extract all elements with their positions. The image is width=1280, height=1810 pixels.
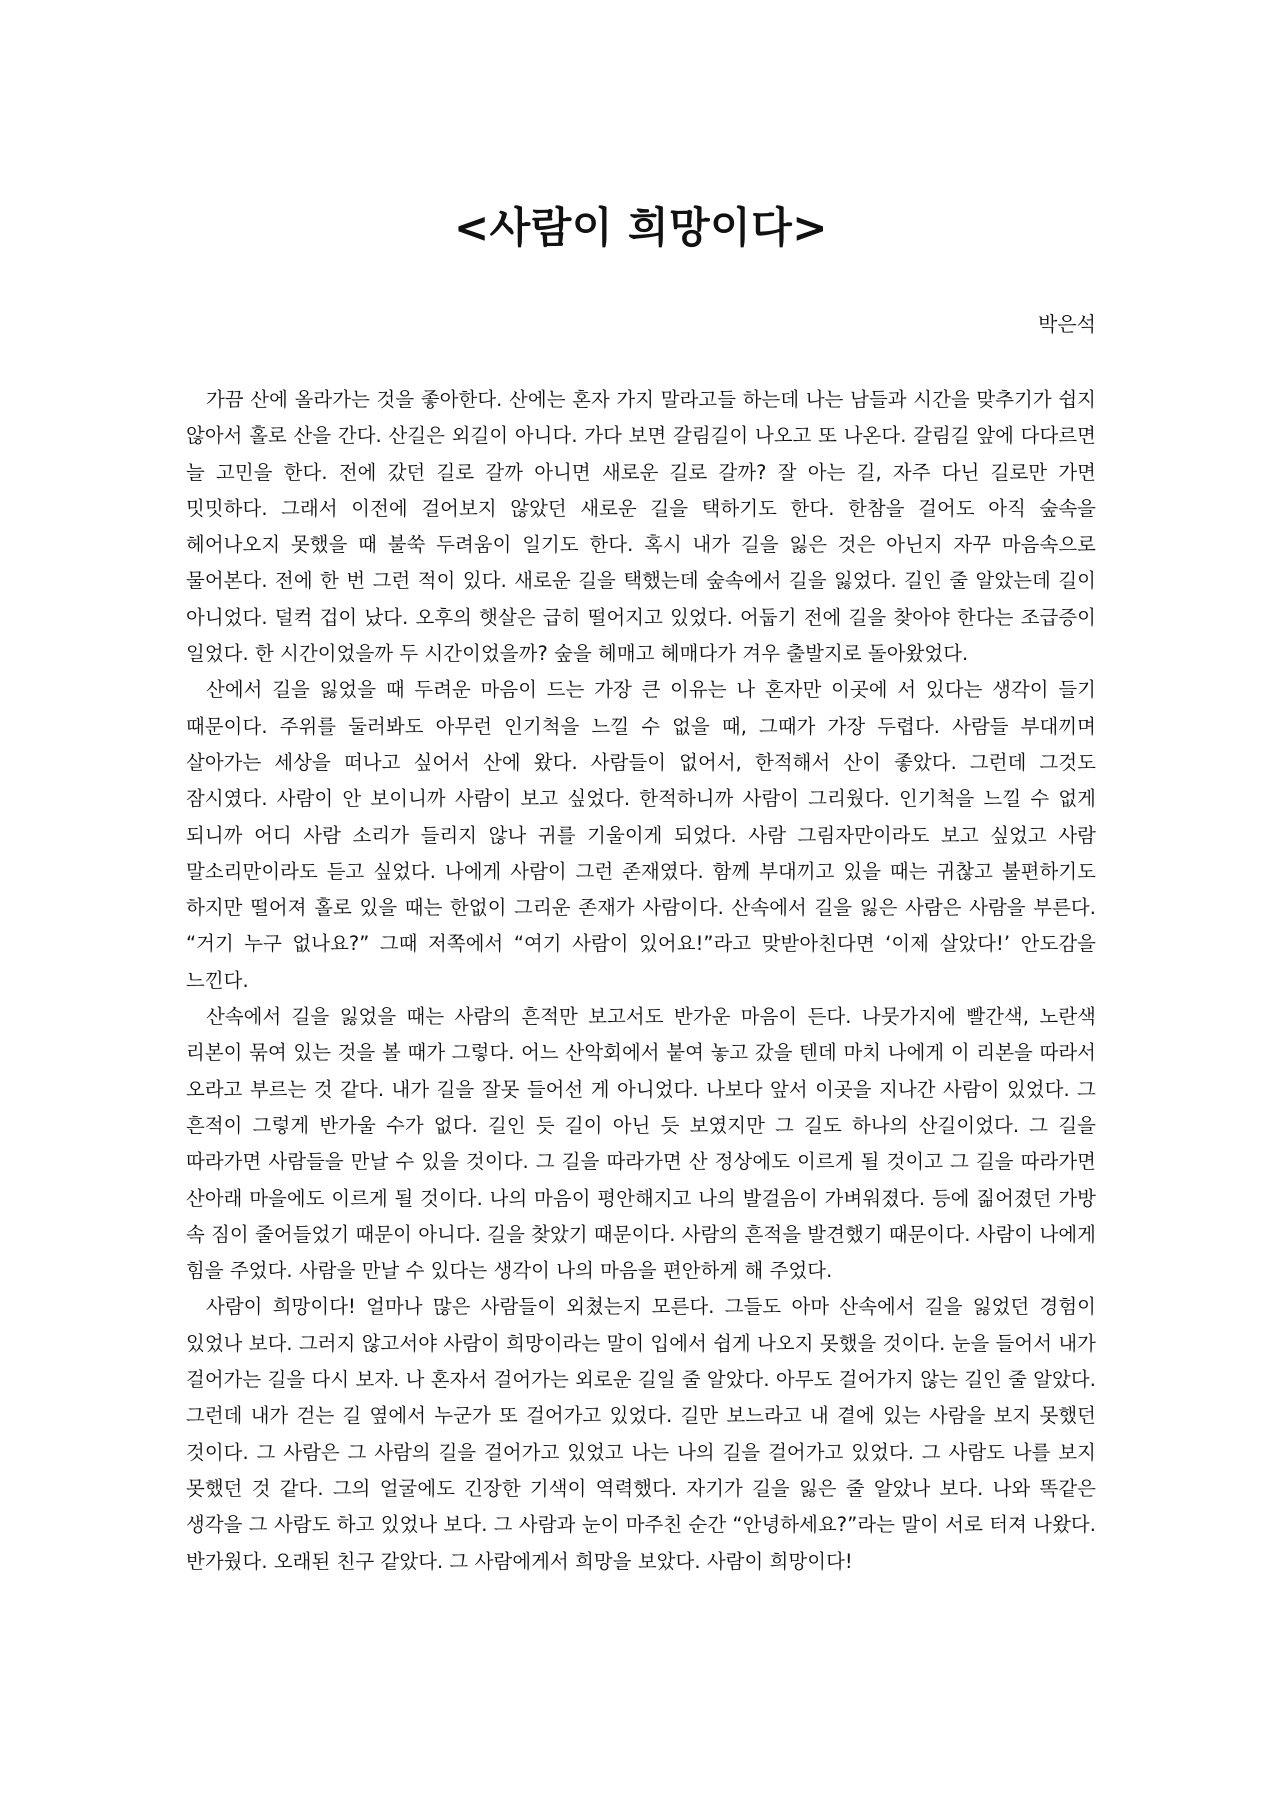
- paragraph: 사람이 희망이다! 얼마나 많은 사람들이 외쳤는지 모른다. 그들도 아마 산속에서 길을 잃었던 경험이 있었나 보다. 그러지 않고서야 사람이 희망이라는 말이 입에서 쉽게 나오지 못했을 것이다. 눈을 들어서 내가 걸어가는 길을 다시 보자. 나 혼자서 걸어가는 외로운 길일 줄 알았다. 아무도 걸어가지 않는 길인 줄 알았다. 그런데 내가 걷는 길 옆에서 누군가 또 걸어가고 있었다. 길만 보느라고 내 곁에 있는 사람을 보지 못했던 것이다. 그 사람은 그 사람의 길을 걸어가고 있었고 나는 나의 길을 걸어가고 있었다. 그 사람도 나를 보지 못했던 것 같다. 그의 얼굴에도 긴장한 기색이 역력했다. 자기가 길을 잃은 줄 알았나 보다. 나와 똑같은 생각을 그 사람도 하고 있었나 보다. 그 사람과 눈이 마주친 순간 “안녕하세요?”라는 말이 서로 터져 나왔다. 반가웠다. 오래된 친구 같았다. 그 사람에게서 희망을 보았다. 사람이 희망이다!: [186, 1295, 1096, 1573]
- document-page: [186, 0, 1096, 1810]
- paragraph: 가끔 산에 올라가는 것을 좋아한다. 산에는 혼자 가지 말라고들 하는데 나는 남들과 시간을 맞추기가 쉽지 않아서 홀로 산을 간다. 산길은 외길이 아니다. 가다 보면 갈림길이 나오고 또 나온다. 갈림길 앞에 다다르면 늘 고민을 한다. 전에 갔던 길로 갈까 아니면 새로운 길로 갈까? 잘 아는 길, 자주 다닌 길로만 가면 밋밋하다. 그래서 이전에 걸어보지 않았던 새로운 길을 택하기도 한다. 한참을 걸어도 아직 숲속을 헤어나오지 못했을 때 불쑥 두려움이 일기도 한다. 혹시 내가 길을 잃은 것은 아닌지 자꾸 마음속으로 물어본다. 전에 한 번 그런 적이 있다. 새로운 길을 택했는데 숲속에서 길을 잃었다. 길인 줄 알았는데 길이 아니었다. 덜컥 겁이 났다. 오후의 햇살은 급히 떨어지고 있었다. 어둡기 전에 길을 찾아야 한다는 조급증이 일었다. 한 시간이었을까 두 시간이었을까? 숲을 헤매고 헤매다가 겨우 출발지로 돌아왔었다.: [186, 388, 1096, 666]
- essay-body: [186, 382, 1096, 1580]
- paragraph: 산속에서 길을 잃었을 때는 사람의 흔적만 보고서도 반가운 마음이 든다. 나뭇가지에 빨간색, 노란색 리본이 묶여 있는 것을 볼 때가 그렇다. 어느 산악회에서 붙여 놓고 갔을 텐데 마치 나에게 이 리본을 따라서 오라고 부르는 것 같다. 내가 길을 잘못 들어선 게 아니었다. 나보다 앞서 이곳을 지나간 사람이 있었다. 그 흔적이 그렇게 반가울 수가 없다. 길인 듯 길이 아닌 듯 보였지만 그 길도 하나의 산길이었다. 그 길을 따라가면 사람들을 만날 수 있을 것이다. 그 길을 따라가면 산 정상에도 이르게 될 것이고 그 길을 따라가면 산아래 마을에도 이르게 될 것이다. 나의 마음이 평안해지고 나의 발걸음이 가벼워졌다. 등에 짊어졌던 가방 속 짐이 줄어들었기 때문이 아니다. 길을 찾았기 때문이다. 사람의 흔적을 발견했기 때문이다. 사람이 나에게 힘을 주었다. 사람을 만날 수 있다는 생각이 나의 마음을 편안하게 해 주었다.: [186, 1005, 1096, 1283]
- author-name: 박은석: [1038, 312, 1096, 336]
- paragraph: 산에서 길을 잃었을 때 두려운 마음이 드는 가장 큰 이유는 나 혼자만 이곳에 서 있다는 생각이 들기 때문이다. 주위를 둘러봐도 아무런 인기척을 느낄 수 없을 때, 그때가 가장 두렵다. 사람들 부대끼며 살아가는 세상을 떠나고 싶어서 산에 왔다. 사람들이 없어서, 한적해서 산이 좋았다. 그런데 그것도 잠시였다. 사람이 안 보이니까 사람이 보고 싶었다. 한적하니까 사람이 그리웠다. 인기척을 느낄 수 없게 되니까 어디 사람 소리가 들리지 않나 귀를 기울이게 되었다. 사람 그림자만이라도 보고 싶었고 사람 말소리만이라도 듣고 싶었다. 나에게 사람이 그런 존재였다. 함께 부대끼고 있을 때는 귀찮고 불편하기도 하지만 떨어져 홀로 있을 때는 한없이 그리운 존재가 사람이다. 산속에서 길을 잃은 사람은 사람을 부른다. “거기 누구 없나요?” 그때 저쪽에서 “여기 사람이 있어요!”라고 맞받아친다면 ‘이제 살았다!’ 안도감을 느낀다.: [186, 678, 1096, 992]
- document-title: <사람이 희망이다>: [453, 203, 828, 252]
